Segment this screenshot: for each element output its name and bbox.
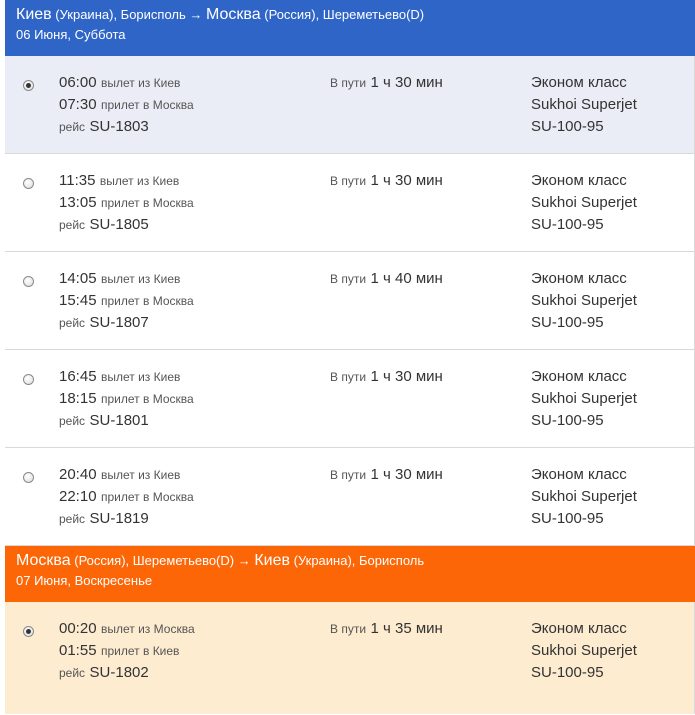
duration-label: В пути <box>330 76 367 90</box>
aircraft-model: SU-100-95 <box>531 664 604 681</box>
departure-time: 06:00 <box>59 74 97 91</box>
duration-label: В пути <box>330 468 367 482</box>
arrival-line <box>59 94 194 116</box>
flight-option[interactable] <box>5 56 695 154</box>
arrival-label: прилет в Киев <box>101 644 180 658</box>
outbound-from-city: Киев <box>16 6 52 23</box>
outbound-to-country: (Россия) <box>264 7 316 22</box>
outbound-from-airport: , Борисполь <box>113 7 186 22</box>
return-route <box>16 552 695 570</box>
aircraft-name: Sukhoi Superjet <box>531 390 637 407</box>
flight-times <box>59 72 194 138</box>
aircraft-name: Sukhoi Superjet <box>531 194 637 211</box>
departure-line <box>59 170 194 192</box>
flight-select-radio[interactable] <box>23 178 34 189</box>
aircraft-name: Sukhoi Superjet <box>531 292 637 309</box>
outbound-to-airport: , Шереметьево(D) <box>315 7 425 22</box>
flight-times <box>59 170 194 236</box>
flight-info <box>531 72 637 138</box>
duration-label: В пути <box>330 174 367 188</box>
return-section <box>5 546 695 714</box>
return-to-airport: , Борисполь <box>351 553 425 568</box>
duration-value: 1 ч 40 мин <box>370 270 443 287</box>
duration-value: 1 ч 35 мин <box>370 620 443 637</box>
flight-number-line <box>59 410 194 432</box>
departure-line <box>59 366 194 388</box>
arrival-time: 22:10 <box>59 488 97 505</box>
return-header <box>5 546 695 602</box>
duration-value: 1 ч 30 мин <box>370 172 443 189</box>
arrival-time: 01:55 <box>59 642 97 659</box>
flight-number-label: рейс <box>59 666 86 680</box>
flight-duration <box>330 464 443 486</box>
aircraft-model: SU-100-95 <box>531 412 604 429</box>
arrival-label: прилет в Москва <box>101 490 194 504</box>
flight-number: SU-1805 <box>89 216 149 233</box>
flight-number: SU-1802 <box>89 664 149 681</box>
departure-label: вылет из Киев <box>101 468 181 482</box>
flight-number: SU-1803 <box>89 118 149 135</box>
outbound-flight-list <box>5 56 695 546</box>
flight-option[interactable] <box>5 350 695 448</box>
flight-duration <box>330 366 443 388</box>
flight-option[interactable] <box>5 252 695 350</box>
flight-info <box>531 464 637 530</box>
cabin-class: Эконом класс <box>531 172 627 189</box>
flight-option[interactable] <box>5 154 695 252</box>
aircraft-model: SU-100-95 <box>531 510 604 527</box>
cabin-class: Эконом класс <box>531 74 627 91</box>
arrival-line <box>59 192 194 214</box>
flight-select-radio[interactable] <box>23 626 34 637</box>
cabin-class: Эконом класс <box>531 368 627 385</box>
flight-number-line <box>59 508 194 530</box>
duration-label: В пути <box>330 272 367 286</box>
cabin-class: Эконом класс <box>531 270 627 287</box>
outbound-to-city: Москва <box>206 6 261 23</box>
flight-duration <box>330 268 443 290</box>
flight-number-label: рейс <box>59 120 86 134</box>
aircraft-name: Sukhoi Superjet <box>531 96 637 113</box>
flight-number: SU-1819 <box>89 510 149 527</box>
departure-time: 14:05 <box>59 270 97 287</box>
return-flight-list <box>5 602 695 714</box>
flight-option[interactable] <box>5 448 695 546</box>
arrival-label: прилет в Москва <box>101 196 194 210</box>
flight-select-radio[interactable] <box>23 80 34 91</box>
departure-line <box>59 72 194 94</box>
arrival-time: 15:45 <box>59 292 97 309</box>
flight-select-radio[interactable] <box>23 374 34 385</box>
duration-label: В пути <box>330 622 367 636</box>
flight-duration <box>330 618 443 640</box>
flight-number-label: рейс <box>59 316 86 330</box>
outbound-date: 06 Июня, Суббота <box>16 27 126 42</box>
flight-info <box>531 618 637 684</box>
flight-times <box>59 366 194 432</box>
return-from-city: Москва <box>16 552 71 569</box>
flight-number-label: рейс <box>59 512 86 526</box>
flight-info <box>531 268 637 334</box>
departure-label: вылет из Киев <box>101 76 181 90</box>
arrival-label: прилет в Москва <box>101 294 194 308</box>
outbound-route <box>16 6 695 24</box>
departure-label: вылет из Москва <box>101 622 195 636</box>
flight-number-label: рейс <box>59 218 86 232</box>
aircraft-model: SU-100-95 <box>531 314 604 331</box>
flight-select-radio[interactable] <box>23 472 34 483</box>
flight-duration <box>330 72 443 94</box>
flight-times <box>59 618 195 684</box>
return-date: 07 Июня, Воскресенье <box>16 573 153 588</box>
duration-value: 1 ч 30 мин <box>370 466 443 483</box>
route-arrow-icon: → <box>189 7 203 22</box>
flight-info <box>531 366 637 432</box>
flight-duration <box>330 170 443 192</box>
flight-info <box>531 170 637 236</box>
departure-time: 00:20 <box>59 620 97 637</box>
departure-time: 11:35 <box>59 172 96 189</box>
arrival-label: прилет в Москва <box>101 392 194 406</box>
return-to-country: (Украина) <box>293 553 352 568</box>
departure-line <box>59 618 195 640</box>
arrival-time: 07:30 <box>59 96 97 113</box>
departure-time: 16:45 <box>59 368 97 385</box>
flight-select-radio[interactable] <box>23 276 34 287</box>
arrival-time: 18:15 <box>59 390 97 407</box>
return-to-city: Киев <box>254 552 291 569</box>
departure-label: вылет из Киев <box>101 370 181 384</box>
aircraft-model: SU-100-95 <box>531 216 604 233</box>
aircraft-model: SU-100-95 <box>531 118 604 135</box>
flight-number-line <box>59 116 194 138</box>
arrival-line <box>59 640 195 662</box>
aircraft-name: Sukhoi Superjet <box>531 488 637 505</box>
flight-number-line <box>59 312 194 334</box>
departure-line <box>59 464 194 486</box>
arrival-line <box>59 388 194 410</box>
return-from-airport: , Шереметьево(D) <box>125 553 235 568</box>
arrival-line <box>59 290 194 312</box>
departure-label: вылет из Киев <box>99 174 180 188</box>
outbound-header <box>5 0 695 56</box>
flight-option[interactable] <box>5 602 695 714</box>
departure-label: вылет из Киев <box>101 272 181 286</box>
flight-number: SU-1801 <box>89 412 149 429</box>
departure-line <box>59 268 194 290</box>
outbound-from-country: (Украина) <box>55 7 114 22</box>
departure-time: 20:40 <box>59 466 97 483</box>
flight-times <box>59 268 194 334</box>
arrival-line <box>59 486 194 508</box>
duration-label: В пути <box>330 370 367 384</box>
flight-number-line <box>59 214 194 236</box>
cabin-class: Эконом класс <box>531 466 627 483</box>
flight-number-line <box>59 662 195 684</box>
duration-value: 1 ч 30 мин <box>370 368 443 385</box>
arrival-label: прилет в Москва <box>101 98 194 112</box>
flight-times <box>59 464 194 530</box>
duration-value: 1 ч 30 мин <box>370 74 443 91</box>
flight-number: SU-1807 <box>89 314 149 331</box>
aircraft-name: Sukhoi Superjet <box>531 642 637 659</box>
return-from-country: (Россия) <box>74 553 126 568</box>
flight-number-label: рейс <box>59 414 86 428</box>
arrival-time: 13:05 <box>59 194 97 211</box>
route-arrow-icon: → <box>237 553 251 568</box>
cabin-class: Эконом класс <box>531 620 627 637</box>
outbound-section <box>5 0 695 546</box>
